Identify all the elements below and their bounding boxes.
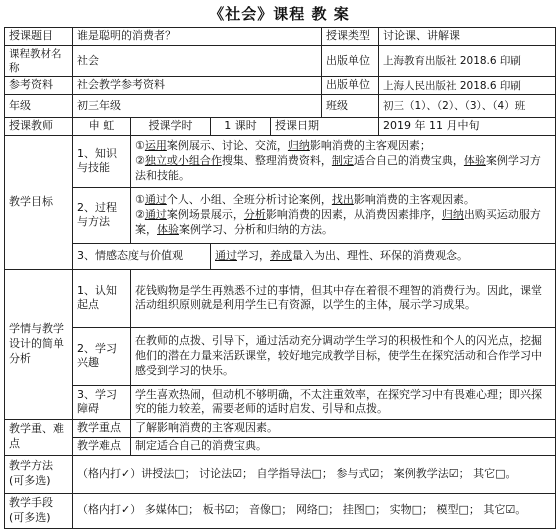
class-value: 初三（1）、（2）、（3）、（4）班 bbox=[379, 95, 556, 118]
reference-value: 社会教学参考资料 bbox=[73, 77, 322, 95]
methods-label: 教学方法(可多选) bbox=[5, 455, 73, 493]
class-label: 班级 bbox=[322, 95, 379, 118]
focus-value: 了解影响消费的主客观因素。 bbox=[131, 419, 556, 437]
focus-label: 教学重点 bbox=[73, 419, 131, 437]
analysis-interest-row bbox=[5, 327, 556, 385]
analysis-obstacle-row bbox=[5, 385, 556, 419]
date-label: 授课日期 bbox=[271, 118, 379, 136]
publisher-label-2: 出版单位 bbox=[322, 77, 379, 95]
grade-label: 年级 bbox=[5, 95, 73, 118]
teacher-label: 授课教师 bbox=[5, 118, 73, 136]
topic-label: 授课题目 bbox=[5, 28, 73, 46]
goal-knowledge-row bbox=[5, 135, 556, 187]
grade-value: 初三年级 bbox=[73, 95, 322, 118]
means-label: 教学手段(可多选) bbox=[5, 493, 73, 528]
keypoints-label: 教学重、难点 bbox=[5, 419, 73, 455]
goal-attitude-row bbox=[5, 243, 556, 269]
goal-attitude-label: 3、情感态度与价值观 bbox=[73, 243, 211, 269]
hours-value: 1 课时 bbox=[211, 118, 271, 136]
goal-process-label: 2、过程与方法 bbox=[73, 187, 131, 243]
goal-process-text bbox=[131, 187, 556, 243]
type-label: 授课类型 bbox=[322, 28, 379, 46]
methods-row bbox=[5, 455, 556, 493]
keypoint-difficulty-row bbox=[5, 437, 556, 455]
row-reference bbox=[5, 77, 556, 95]
row-teacher bbox=[5, 118, 556, 136]
goal-process-item-1: ①通过个人、小组、全班分析讨论案例，找出影响消费的主客观因素。 bbox=[135, 193, 475, 207]
means-row bbox=[5, 493, 556, 528]
methods-options: （格内打✓）讲授法□； 讨论法☑； 自学指导法□； 参与式☑； 案例教学法☑； 其它□。 bbox=[73, 455, 556, 493]
date-value: 2019 年 11 月中旬 bbox=[379, 118, 556, 136]
keypoint-focus-row bbox=[5, 419, 556, 437]
goal-process-row bbox=[5, 187, 556, 243]
goal-process-item-2: ②通过案例场景展示，分析影响消费的因素，从消费因素排序，归纳出购买运动服方案，体验案例学习、分析和归纳的方法。 bbox=[135, 207, 541, 236]
goal-knowledge-label: 1、知识与技能 bbox=[73, 135, 131, 187]
type-value: 讨论课、讲解课 bbox=[379, 28, 556, 46]
row-topic bbox=[5, 28, 556, 46]
analysis-knowledge-row bbox=[5, 269, 556, 327]
means-options: （格内打✓） 多媒体□； 板书☑； 音像□； 网络□； 挂图□； 实物□； 模型□； 其它☑。 bbox=[73, 493, 556, 528]
publisher-value-2: 上海人民出版社 2018.6 印刷 bbox=[379, 77, 556, 95]
goal-attitude-text: 通过学习，养成量入为出、理性、环保的消费观念。 bbox=[211, 243, 556, 269]
reference-label: 参考资料 bbox=[5, 77, 73, 95]
goal-knowledge-item-1: ①运用案例展示、讨论、交流，归纳影响消费的主客观因素； bbox=[135, 139, 431, 153]
teacher-value: 申 虹 bbox=[73, 118, 131, 136]
topic-value: 谁是聪明的消费者？ bbox=[73, 28, 322, 46]
row-grade bbox=[5, 95, 556, 118]
analysis-interest-label: 2、学习兴趣 bbox=[73, 327, 131, 385]
analysis-obstacle-text: 学生喜欢热闹，但动机不够明确，不太注重效率，在探究学习中有畏难心理；即兴探究的能力较差，需要老师的适时启发、引导和点拨。 bbox=[131, 385, 556, 419]
textbook-value: 社会 bbox=[73, 45, 322, 76]
publisher-value-1: 上海教育出版社 2018.6 印刷 bbox=[379, 45, 556, 76]
analysis-obstacle-label: 3、学习障碍 bbox=[73, 385, 131, 419]
publisher-label-1: 出版单位 bbox=[322, 45, 379, 76]
goal-knowledge-text bbox=[131, 135, 556, 187]
analysis-interest-text: 在教师的点拨、引导下，通过活动充分调动学生学习的积极性和个人的闪光点，挖掘他们的潜在力量来活跃课堂，较好地完成教学目标，使学生在探究活动和合作学习中感受到学习的快乐。 bbox=[131, 327, 556, 385]
analysis-label: 学情与教学设计的简单分析 bbox=[5, 269, 73, 419]
row-textbook bbox=[5, 45, 556, 76]
hours-label: 授课学时 bbox=[131, 118, 211, 136]
difficulty-label: 教学难点 bbox=[73, 437, 131, 455]
page-title: 《社会》课程 教 案 bbox=[209, 5, 350, 23]
analysis-knowledge-label: 1、认知起点 bbox=[73, 269, 131, 327]
lesson-plan-table bbox=[4, 27, 556, 529]
goals-label: 教学目标 bbox=[5, 135, 73, 269]
goal-knowledge-item-2: ②独立或小组合作搜集、整理消费资料，制定适合自己的消费宝典，体验案例学习方法和技能。 bbox=[135, 153, 541, 182]
difficulty-value: 制定适合自己的消费宝典。 bbox=[131, 437, 556, 455]
analysis-knowledge-text: 花钱购物是学生再熟悉不过的事情，但其中存在着很不理智的消费行为。因此，课堂活动组织原则就是利用学生已有资源，以学生的主体，展示学习成果。 bbox=[131, 269, 556, 327]
textbook-label: 课程教材名称 bbox=[5, 45, 73, 76]
